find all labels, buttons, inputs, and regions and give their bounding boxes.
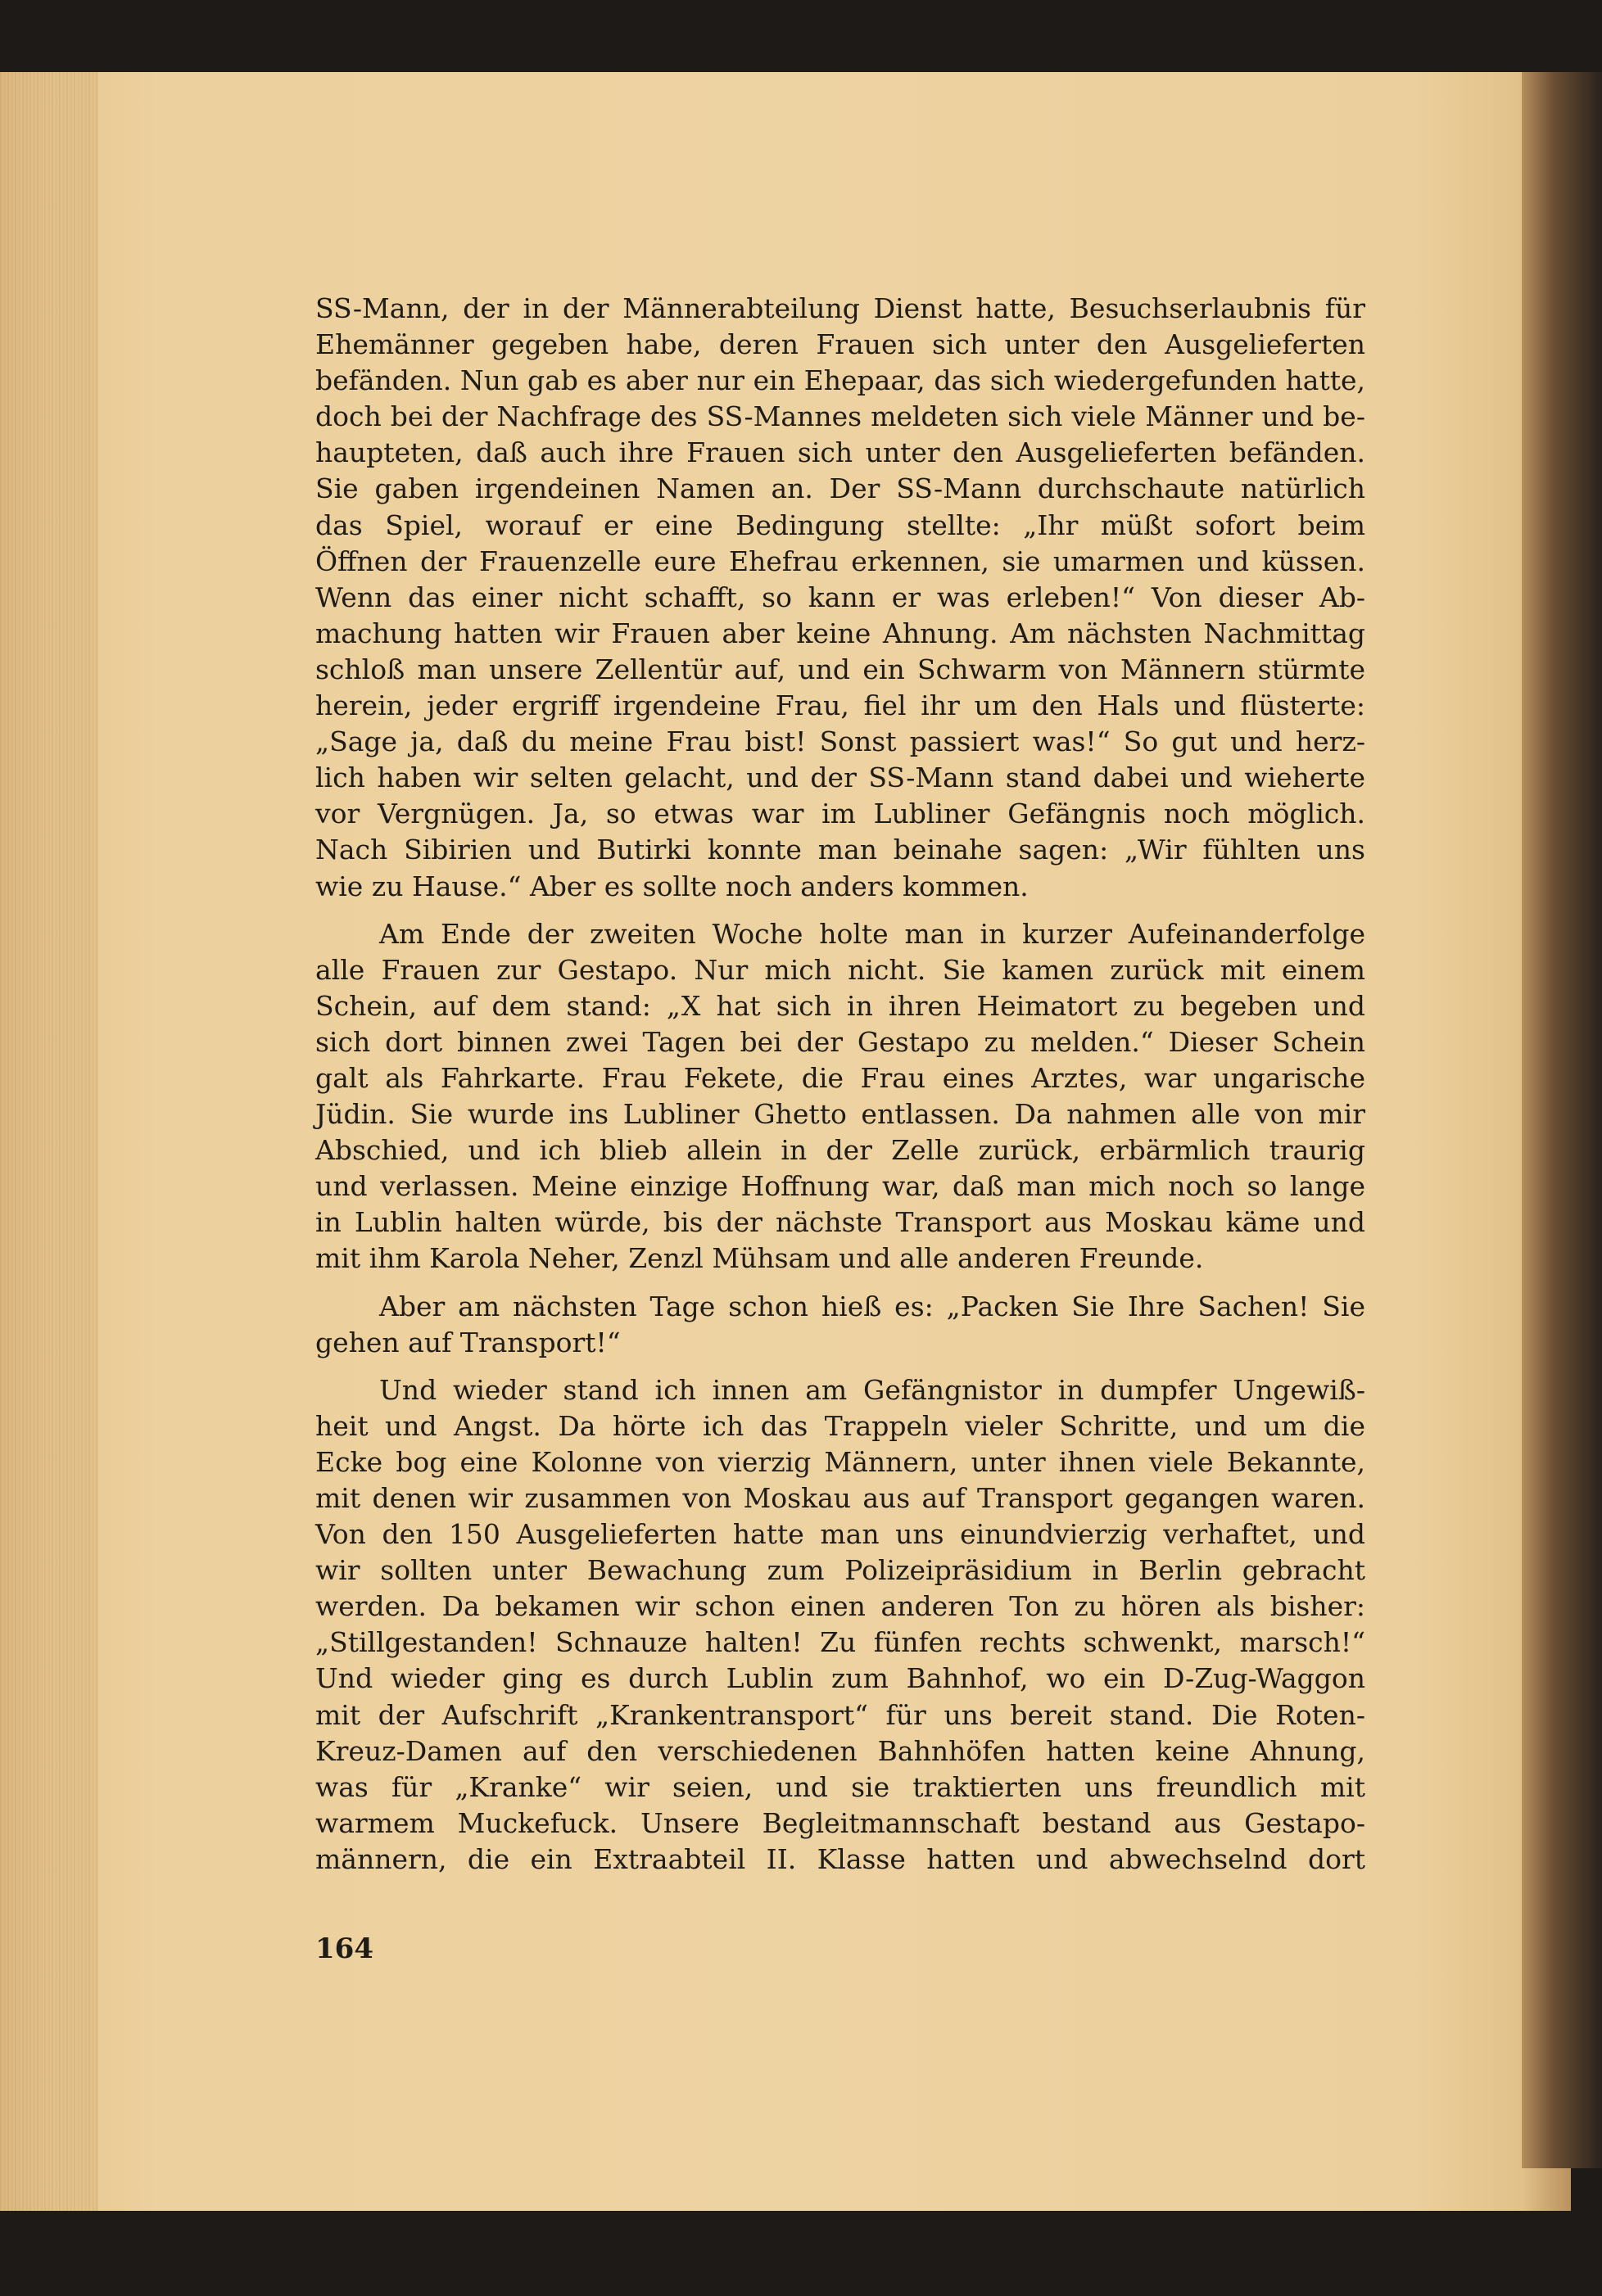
text-line: Am Ende der zweiten Woche holte man in kurzer Aufeinanderfolge xyxy=(379,917,1365,950)
text-line: warmem Muckefuck. Unsere Begleitmannschaft bestand aus Gestapo- xyxy=(315,1806,1365,1839)
paragraph xyxy=(315,1289,1365,1361)
text-line: „Sage ja, daß du meine Frau bist! Sonst passiert was!“ So gut und herz- xyxy=(315,725,1365,758)
text-line: Sie gaben irgendeinen Namen an. Der SS-Mann durchschaute natürlich xyxy=(315,472,1365,505)
text-line: männern, die ein Extraabteil II. Klasse hatten und abwechselnd dort xyxy=(315,1842,1365,1875)
text-line: heit und Angst. Da hörte ich das Trappeln vieler Schritte, und um die xyxy=(315,1409,1365,1442)
text-line: lich haben wir selten gelacht, und der SS-Mann stand dabei und wieherte xyxy=(315,762,1365,794)
text-line: Öffnen der Frauenzelle eure Ehefrau erkennen, sie umarmen und küssen. xyxy=(315,545,1365,577)
text-line: haupteten, daß auch ihre Frauen sich unter den Ausgelieferten befänden. xyxy=(315,436,1365,469)
text-line: Ehemänner gegeben habe, deren Frauen sich unter den Ausgelieferten xyxy=(315,328,1365,361)
text-line: mit der Aufschrift „Krankentransport“ für uns bereit stand. Die Roten- xyxy=(315,1698,1365,1731)
paragraph-gap xyxy=(315,905,1365,916)
text-line: das Spiel, worauf er eine Bedingung stellte: „Ihr müßt sofort beim xyxy=(315,508,1365,541)
paragraph xyxy=(315,291,1365,905)
text-line: herein, jeder ergriff irgendeine Frau, fiel ihr um den Hals und flüsterte: xyxy=(315,689,1365,722)
text-line: wir sollten unter Bewachung zum Polizeipräsidium in Berlin gebracht xyxy=(315,1554,1365,1587)
text-line: in Lublin halten würde, bis der nächste Transport aus Moskau käme und xyxy=(315,1206,1365,1239)
text-line: vor Vergnügen. Ja, so etwas war im Lubliner Gefängnis noch möglich. xyxy=(315,798,1365,830)
text-line: werden. Da bekamen wir schon einen anderen Ton zu hören als bisher: xyxy=(315,1590,1365,1623)
page-number: 164 xyxy=(315,1932,373,1965)
text-line: befänden. Nun gab es aber nur ein Ehepaar, das sich wiedergefunden hatte, xyxy=(315,364,1365,397)
paragraph xyxy=(315,916,1365,1277)
text-line: schloß man unsere Zellentür auf, und ein Schwarm von Männern stürmte xyxy=(315,653,1365,685)
text-line: galt als Fahrkarte. Frau Fekete, die Frau eines Arztes, war ungarische xyxy=(315,1061,1365,1094)
text-line: Ecke bog eine Kolonne von vierzig Männern, unter ihnen viele Bekannte, xyxy=(315,1445,1365,1478)
paragraph-gap xyxy=(315,1361,1365,1372)
page-edges xyxy=(0,72,98,2211)
paragraph-gap xyxy=(315,1277,1365,1289)
text-line: Und wieder ging es durch Lublin zum Bahnhof, wo ein D-Zug-Waggon xyxy=(315,1662,1365,1695)
text-line: „Stillgestanden! Schnauze halten! Zu fünfen rechts schwenkt, marsch!“ xyxy=(315,1626,1365,1659)
text-line: SS-Mann, der in der Männerabteilung Dienst hatte, Besuchserlaubnis für xyxy=(315,292,1365,324)
text-line: Wenn das einer nicht schafft, so kann er was erleben!“ Von dieser Ab- xyxy=(315,581,1365,613)
text-line: und verlassen. Meine einzige Hoffnung war, daß man mich noch so lange xyxy=(315,1170,1365,1203)
text-line: Aber am nächsten Tage schon hieß es: „Packen Sie Ihre Sachen! Sie xyxy=(379,1290,1365,1322)
text-line: doch bei der Nachfrage des SS-Mannes meldeten sich viele Männer und be- xyxy=(315,400,1365,433)
text-line: gehen auf Transport!“ xyxy=(315,1326,621,1358)
text-line: alle Frauen zur Gestapo. Nur mich nicht. Sie kamen zurück mit einem xyxy=(315,953,1365,986)
text-line: Von den 150 Ausgelieferten hatte man uns einundvierzig verhaftet, und xyxy=(315,1518,1365,1551)
text-line: mit denen wir zusammen von Moskau aus auf Transport gegangen waren. xyxy=(315,1482,1365,1514)
text-line: Abschied, und ich blieb allein in der Zelle zurück, erbärmlich traurig xyxy=(315,1134,1365,1167)
text-line: Schein, auf dem stand: „X hat sich in ihren Heimatort zu begeben und xyxy=(315,989,1365,1022)
book-spine xyxy=(1522,72,1602,2168)
paragraph xyxy=(315,1372,1365,1878)
text-line: wie zu Hause.“ Aber es sollte noch anders kommen. xyxy=(315,870,1029,902)
text-line: sich dort binnen zwei Tagen bei der Gestapo zu melden.“ Dieser Schein xyxy=(315,1025,1365,1058)
text-line: Und wieder stand ich innen am Gefängnistor in dumpfer Ungewiß- xyxy=(379,1373,1365,1406)
text-line: Kreuz-Damen auf den verschiedenen Bahnhöfen hatten keine Ahnung, xyxy=(315,1734,1365,1767)
text-line: Jüdin. Sie wurde ins Lubliner Ghetto entlassen. Da nahmen alle von mir xyxy=(315,1098,1365,1131)
body-text xyxy=(315,291,1365,1878)
text-line: Nach Sibirien und Butirki konnte man beinahe sagen: „Wir fühlten uns xyxy=(315,834,1365,866)
text-line: mit ihm Karola Neher, Zenzl Mühsam und alle anderen Freunde. xyxy=(315,1242,1204,1275)
text-line: was für „Kranke“ wir seien, und sie traktierten uns freundlich mit xyxy=(315,1770,1365,1803)
text-line: machung hatten wir Frauen aber keine Ahnung. Am nächsten Nachmittag xyxy=(315,617,1365,649)
